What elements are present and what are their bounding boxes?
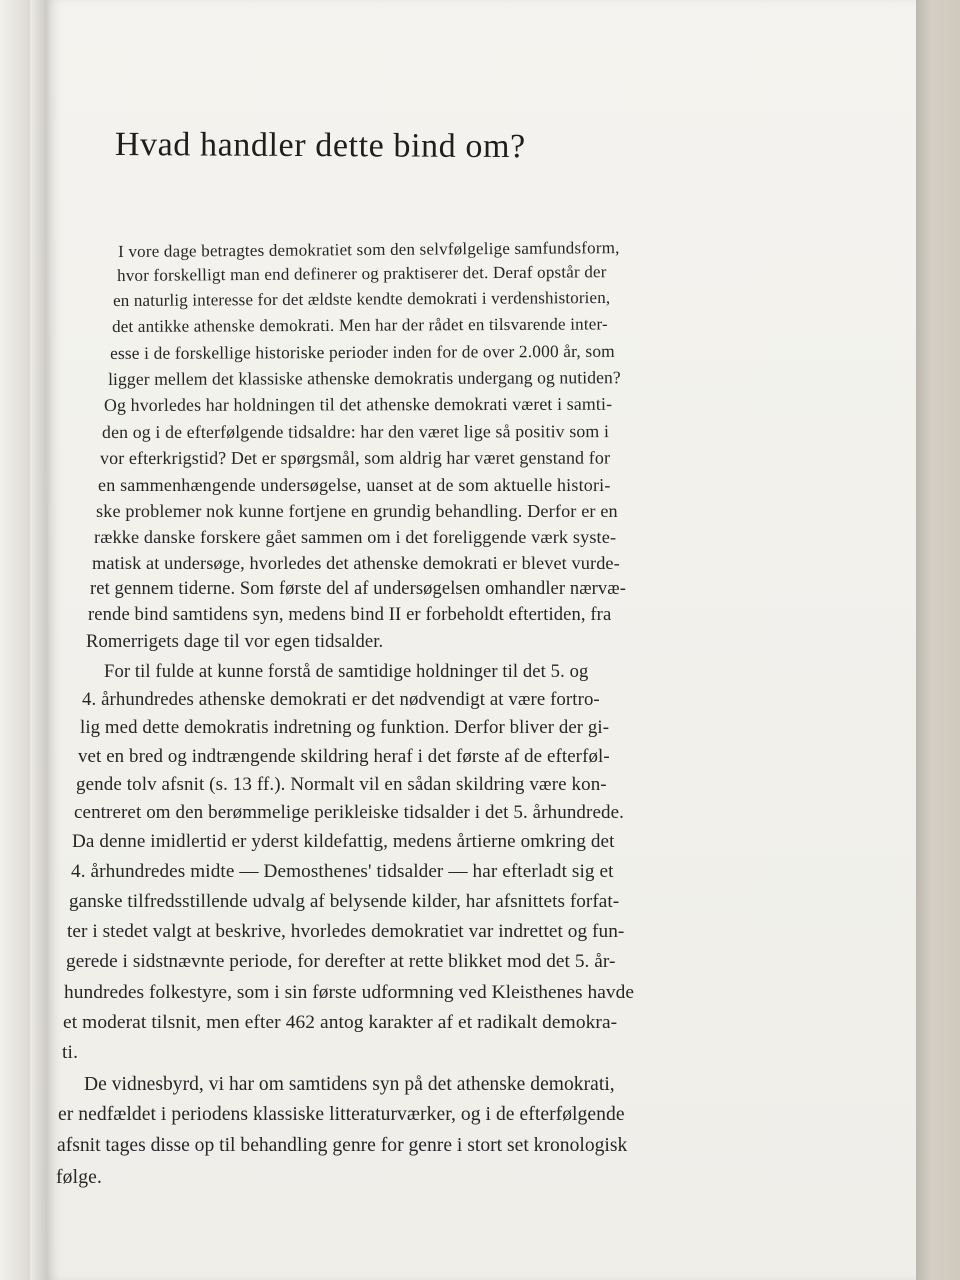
text-line: følge. — [56, 1167, 103, 1188]
text-line: er nedfældet i periodens klassiske litteraturværker, og i de efterfølgende — [58, 1104, 625, 1125]
text-line: ske problemer nok kunne fortjene en grundig behandling. Derfor er en — [96, 501, 618, 521]
text-line: lig med dette demokratis indretning og funktion. Derfor bliver der gi- — [80, 717, 610, 738]
text-line: rende bind samtidens syn, medens bind II er forbeholdt eftertiden, fra — [88, 604, 612, 625]
text-line: ter i stedet valgt at beskrive, hvorledes demokratiet var indrettet og fun- — [67, 921, 625, 942]
text-line: 4. århundredes midte — Demosthenes' tidsalder — har efterladt sig et — [71, 861, 614, 882]
text-line: række danske forskere gået sammen om i det foreliggende værk syste- — [94, 527, 617, 547]
text-line: det antikke athenske demokrati. Men har der rådet en tilsvarende inter- — [112, 314, 608, 336]
text-line: et moderat tilsnit, men efter 462 antog karakter af et radikalt demokra- — [63, 1012, 618, 1033]
text-line: gerede i sidstnævnte periode, for derefter at rette blikket mod det 5. år- — [66, 951, 616, 972]
text-line: centreret om den berømmelige perikleiske tidsalder i det 5. århundrede. — [74, 802, 624, 823]
text-line: De vidnesbyrd, vi har om samtidens syn på det athenske demokrati, — [84, 1074, 615, 1095]
text-line: gende tolv afsnit (s. 13 ff.). Normalt vil en sådan skildring være kon- — [76, 774, 607, 795]
text-line: esse i de forskellige historiske perioder inden for de over 2.000 år, som — [110, 340, 615, 363]
text-line: vor efterkrigstid? Det er spørgsmål, som aldrig har været genstand for — [100, 447, 611, 468]
text-line: afsnit tages disse op til behandling genre for genre i stort set kronologisk — [57, 1135, 628, 1156]
chapter-title: Hvad handler dette bind om? — [114, 126, 526, 166]
text-line: hundredes folkestyre, som i sin første udformning ved Kleisthenes havde — [64, 982, 635, 1003]
text-line: hvor forskelligt man end definerer og praktiserer det. Deraf opstår der — [117, 262, 607, 285]
text-line: Da denne imidlertid er yderst kildefattig, medens årtierne omkring det — [72, 831, 615, 852]
text-line: ganske tilfredsstillende udvalg af belysende kilder, har afsnittets forfat- — [69, 891, 620, 912]
text-line: ti. — [62, 1042, 79, 1063]
text-line: Romerrigets dage til vor egen tidsalder. — [86, 631, 384, 652]
text-line: matisk at undersøge, hvorledes det athenske demokrati er blevet vurde- — [92, 553, 620, 573]
text-line: ligger mellem det klassiske athenske demokratis undergang og nutiden? — [108, 367, 621, 389]
text-line: Og hvorledes har holdningen til det athenske demokrati været i samti- — [104, 393, 613, 415]
text-line: For til fulde at kunne forstå de samtidige holdninger til det 5. og — [104, 661, 589, 682]
text-line: vet en bred og indtrængende skildring heraf i det første af de efterføl- — [78, 746, 610, 767]
text-line: ret gennem tiderne. Som første del af undersøgelsen omhandler nærvæ- — [90, 579, 626, 599]
text-line: en naturlig interesse for det ældste kendte demokrati i verdenshistorien, — [113, 287, 611, 310]
text-line: en sammenhængende undersøgelse, uanset at de som aktuelle histori- — [98, 475, 611, 495]
text-line: I vore dage betragtes demokratiet som den selvfølgelige samfundsform, — [118, 238, 620, 261]
text-line: 4. århundredes athenske demokrati er det nødvendigt at være fortro- — [82, 689, 600, 710]
text-line: den og i de efterfølgende tidsaldre: har den været lige så positiv som i — [102, 421, 610, 442]
